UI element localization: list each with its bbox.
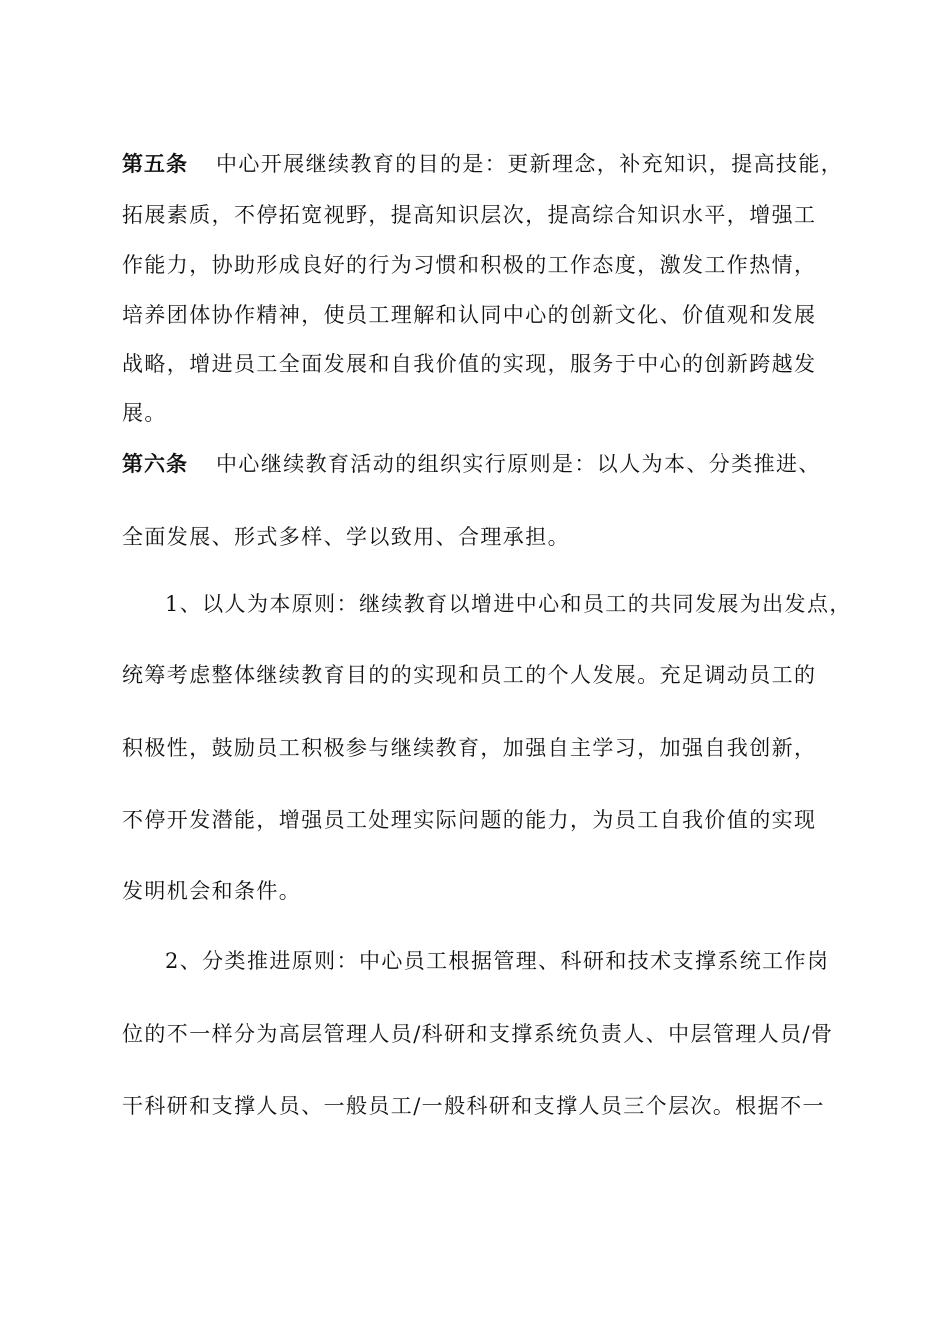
article6-line-2: 全面发展、形式多样、学以致用、合理承担。 (122, 525, 570, 549)
principle1-line-1: 1、以人为本原则：继续教育以增进中心和员工的共同发展为出发点， (165, 592, 852, 616)
principle2-line-2: 位的不一样分为高层管理人员/科研和支撑系统负责人、中层管理人员/骨 (122, 1022, 834, 1046)
principle2-line-3: 干科研和支撑人员、一般员工/一般科研和支撑人员三个层次。根据不一 (122, 1094, 825, 1118)
principle1-line-2: 统筹考虑整体继续教育目的的实现和员工的个人发展。充足调动员工的 (122, 663, 817, 687)
article5-text-1: 中心开展继续教育的目的是：更新理念，补充知识，提高技能， (216, 152, 844, 176)
principle1-line-4: 不停开发潜能，增强员工处理实际问题的能力，为员工自我价值的实现 (122, 808, 817, 832)
principle1-line-3: 积极性，鼓励员工积极参与继续教育，加强自主学习，加强自我创新， (122, 736, 817, 760)
article5-line-4: 培养团体协作精神，使员工理解和认同中心的创新文化、价值观和发展 (122, 303, 817, 327)
article5-line-2: 拓展素质，不停拓宽视野，提高知识层次，提高综合知识水平，增强工 (122, 203, 817, 227)
article5-line-1 (122, 150, 842, 178)
article6-label: 第六条 (122, 451, 188, 476)
article6-text-1: 中心继续教育活动的组织实行原则是：以人为本、分类推进、 (216, 452, 821, 476)
principle2-line-1: 2、分类推进原则：中心员工根据管理、科研和技术支撑系统工作岗 (165, 949, 830, 973)
article6-line-1 (122, 450, 842, 478)
article5-line-3: 作能力，协助形成良好的行为习惯和积极的工作态度，激发工作热情， (122, 253, 817, 277)
article5-label: 第五条 (122, 151, 188, 176)
article5-line-6: 展。 (122, 401, 167, 425)
article5-line-5: 战略，增进员工全面发展和自我价值的实现，服务于中心的创新跨越发 (122, 352, 817, 376)
principle1-line-5: 发明机会和条件。 (122, 879, 302, 903)
